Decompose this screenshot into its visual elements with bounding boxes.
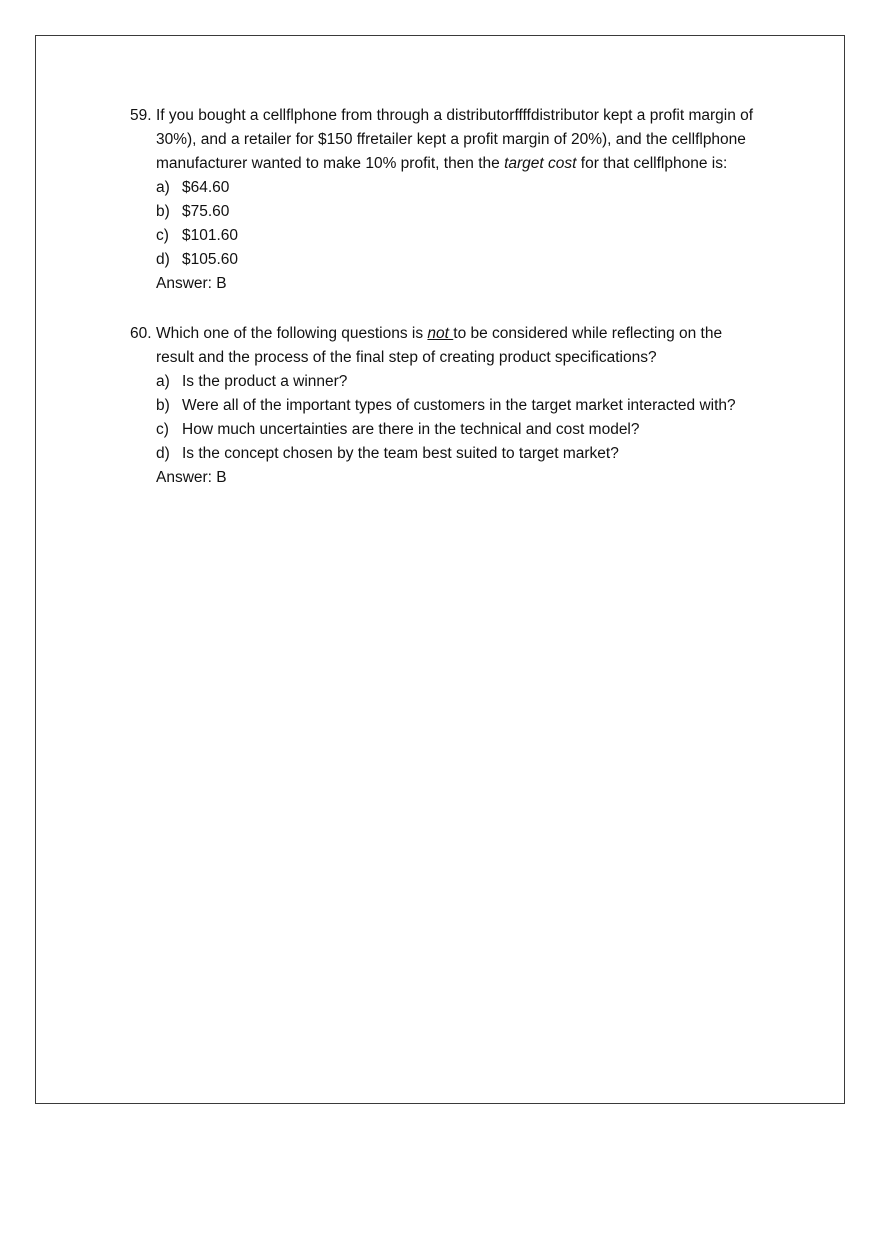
option-letter: c) [156,227,169,244]
option-letter: d) [156,251,170,268]
question-text-line: 30%), and a retailer for $150 ffretailer kept a profit margin of 20%), and the cellflphone [156,131,746,148]
option-text: Were all of the important types of customers in the target market interacted with? [182,397,736,414]
option-letter: a) [156,179,170,196]
question-text-segment: for that cellflphone is: [576,155,728,172]
page-frame [35,35,845,1104]
question-text-line: result and the process of the final step of creating product specifications? [156,349,657,366]
answer-line: Answer: B [156,275,227,292]
option-text: How much uncertainties are there in the technical and cost model? [182,421,640,438]
question-number: 60. [130,325,152,342]
option-text: Is the product a winner? [182,373,348,390]
option-text: $101.60 [182,227,239,244]
option-letter: d) [156,445,170,462]
question-number: 59. [130,107,152,124]
option-letter: c) [156,421,169,438]
option-letter: b) [156,203,170,220]
emphasized-term: target cost [504,155,577,172]
option-letter: a) [156,373,170,390]
question-text-segment: manufacturer wanted to make 10% profit, then the [156,155,505,172]
option-text: Is the concept chosen by the team best suited to target market? [182,445,619,462]
option-text: $105.60 [182,251,239,268]
option-letter: b) [156,397,170,414]
question-text-line [156,152,727,176]
option-text: $75.60 [182,203,230,220]
option-text: $64.60 [182,179,230,196]
question-text-line [156,322,722,346]
emphasized-term: not [427,325,454,342]
answer-line: Answer: B [156,469,227,486]
question-text-segment: to be considered while reflecting on the [453,325,723,342]
question-text-segment: Which one of the following questions is [156,325,428,342]
question-text-line: If you bought a cellflphone from through a distributorffffdistributor kept a profit margin of [156,107,754,124]
